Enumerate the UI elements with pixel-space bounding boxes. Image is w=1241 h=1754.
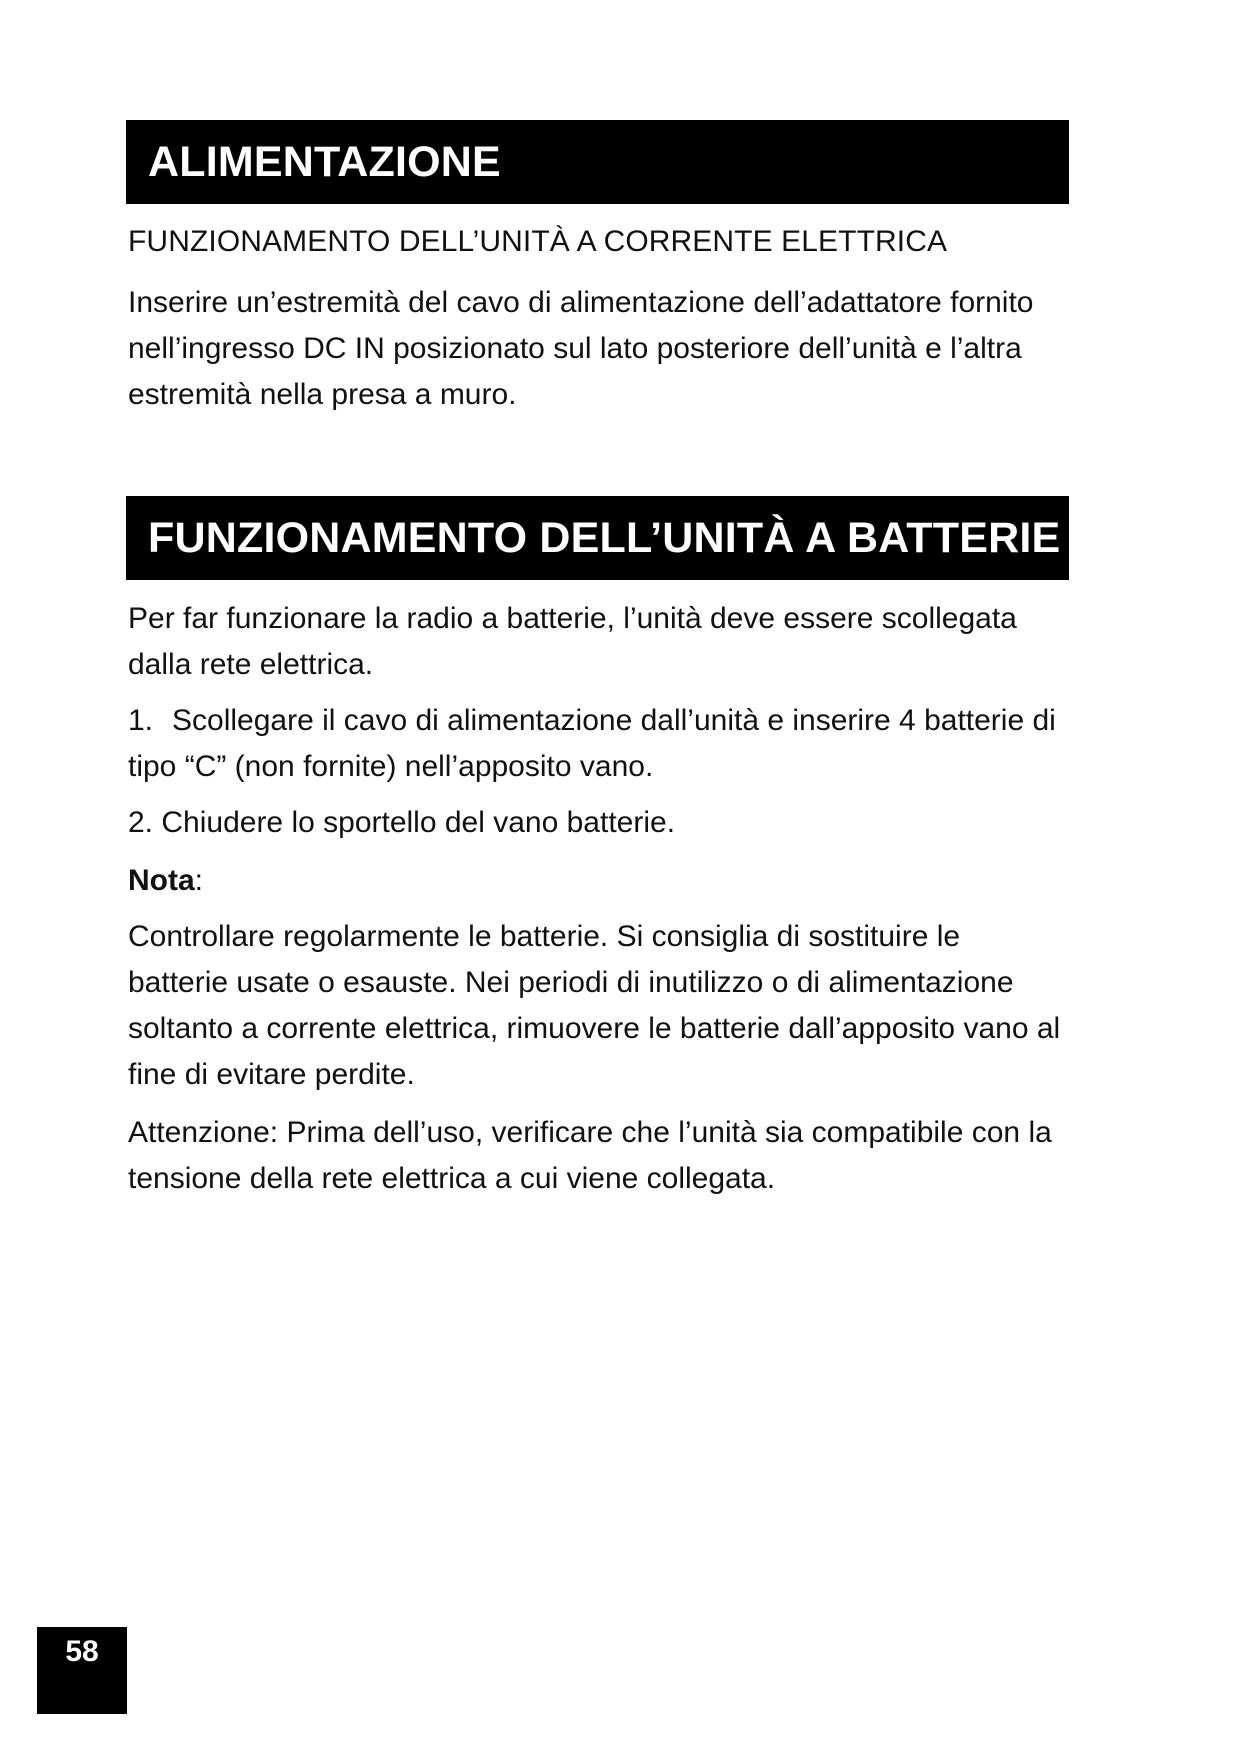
page-number: 58 bbox=[65, 1635, 99, 1668]
step-number: 1. bbox=[128, 704, 154, 737]
note-paragraph: Controllare regolarmente le batterie. Si consiglia di sostituire le batterie usate o esauste. Nei periodi di inutilizzo o di alimentazione soltanto a corrente elettrica, rimuovere le batterie dall’apposito vano al fine di evitare perdite. bbox=[128, 920, 1061, 1091]
battery-intro-paragraph: Per far funzionare la radio a batterie, l’unità deve essere scollegata dalla rete elettrica. bbox=[128, 602, 1017, 681]
step-number: 2. bbox=[128, 806, 154, 839]
power-heading-text: ALIMENTAZIONE bbox=[148, 137, 501, 186]
step-text: Chiudere lo sportello del vano batterie. bbox=[161, 806, 676, 839]
battery-step-1 bbox=[128, 698, 1078, 790]
power-paragraph: Inserire un’estremità del cavo di alimentazione dell’adattatore fornito nell’ingresso DC IN posizionato sul lato posteriore dell’unità e l’altra estremità nella presa a muro. bbox=[128, 286, 1034, 411]
battery-section-heading bbox=[126, 496, 1069, 580]
battery-step-2 bbox=[128, 800, 1088, 846]
power-subheading: FUNZIONAMENTO DELL’UNITÀ A CORRENTE ELETTRICA bbox=[128, 225, 948, 258]
warning-paragraph: Attenzione: Prima dell’uso, verificare che l’unità sia compatibile con la tensione della rete elettrica a cui viene collegata. bbox=[128, 1116, 1052, 1195]
note-label-text: Nota bbox=[128, 864, 195, 897]
note-colon: : bbox=[194, 864, 204, 897]
battery-heading-text: FUNZIONAMENTO DELL’UNITÀ A BATTERIE bbox=[148, 513, 1061, 562]
note-label bbox=[128, 858, 1088, 904]
page-number-box bbox=[37, 1627, 127, 1714]
power-section-heading bbox=[126, 120, 1069, 204]
step-text: Scollegare il cavo di alimentazione dall’unità e inserire 4 batterie di tipo “C” (non fornite) nell’apposito vano. bbox=[128, 704, 1056, 783]
